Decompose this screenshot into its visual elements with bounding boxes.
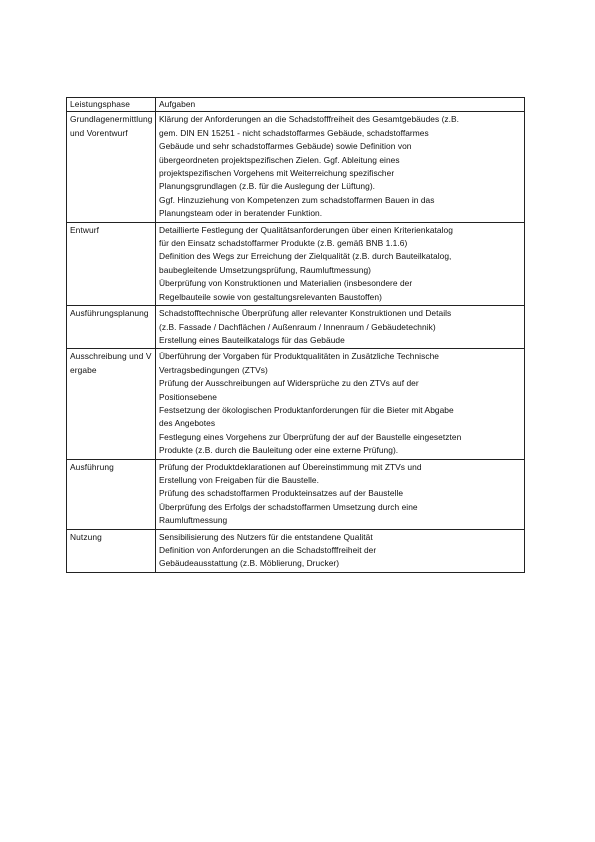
phase-task-table: [66, 97, 525, 573]
task-line: gem. DIN EN 15251 - nicht schadstoffarmes Gebäude, schadstoffarmes: [159, 127, 429, 138]
task-line: Definition von Anforderungen an die Schadstofffreiheit der: [159, 545, 377, 555]
task-line: Erstellung von Freigaben für die Baustelle.: [159, 474, 319, 485]
tasks-cell: [156, 306, 524, 348]
task-line: Definition des Wegs zur Erreichung der Zielqualität (z.B. durch Bauteilkatalog,: [159, 251, 452, 262]
task-line: Überprüfung des Erfolgs der schadstoffarmen Umsetzung durch eine: [159, 501, 418, 512]
phase-cell: Grundlagenermittlung und Vorentwurf: [67, 112, 156, 221]
task-line: Prüfung der Ausschreibungen auf Widersprüche zu den ZTVs auf der: [159, 378, 419, 389]
task-line: Planungsteam oder in beratender Funktion.: [159, 208, 323, 219]
task-line: baubegleitende Umsetzungsprüfung, Raumluftmessung): [159, 264, 371, 275]
task-line: Produkte (z.B. durch die Bauleitung oder eine externe Prüfung).: [159, 445, 399, 456]
task-line: Sensibilisierung des Nutzers für die entstandene Qualität: [159, 531, 373, 542]
task-line: Vertragsbedingungen (ZTVs): [159, 364, 268, 375]
task-line: Planungsgrundlagen (z.B. für die Auslegung der Lüftung).: [159, 181, 376, 192]
task-line: Schadstofftechnische Überprüfung aller relevanter Konstruktionen und Details: [159, 308, 452, 319]
task-line: projektspezifischen Vorgehens mit Weiterreichung spezifischer: [159, 168, 395, 179]
task-line: für den Einsatz schadstoffarmer Produkte (z.B. gemäß BNB 1.1.6): [159, 238, 408, 249]
task-line: Überführung der Vorgaben für Produktqualitäten in Zusätzliche Technische: [159, 351, 439, 362]
table-row: [67, 305, 524, 348]
task-line: des Angebotes: [159, 418, 216, 429]
table-row: [67, 348, 524, 458]
tasks-cell: [156, 530, 524, 572]
phase-cell: Ausführung: [67, 460, 156, 529]
tasks-cell: [156, 223, 524, 305]
task-line: Regelbauteile sowie von gestaltungsrelevanten Baustoffen): [159, 291, 382, 302]
table-row: [67, 459, 524, 529]
task-line: Positionsebene: [159, 391, 217, 402]
table-header-row: [67, 98, 524, 111]
phase-cell: Nutzung: [67, 530, 156, 572]
task-line: Prüfung des schadstoffarmen Produkteinsatzes auf der Baustelle: [159, 488, 404, 499]
table-row: [67, 529, 524, 572]
task-line: Ggf. Hinzuziehung von Kompetenzen zum schadstoffarmen Bauen in das: [159, 194, 435, 205]
task-line: Gebäudeausstattung (z.B. Möblierung, Drucker): [159, 558, 340, 569]
header-phase: Leistungsphase: [67, 98, 156, 111]
tasks-cell: [156, 460, 524, 529]
task-line: Gebäude und sehr schadstoffarmes Gebäude) sowie Definition von: [159, 141, 412, 152]
task-line: Klärung der Anforderungen an die Schadstofffreiheit des Gesamtgebäudes (z.B.: [159, 114, 460, 125]
task-line: übergeordneten projektspezifischen Zielen. Ggf. Ableitung eines: [159, 154, 400, 165]
tasks-cell: [156, 349, 524, 458]
phase-cell: Ausführungsplanung: [67, 306, 156, 348]
task-line: Detaillierte Festlegung der Qualitätsanforderungen über einen Kriterienkatalog: [159, 224, 453, 235]
phase-cell: Ausschreibung und Vergabe: [67, 349, 156, 458]
task-line: Festsetzung der ökologischen Produktanforderungen für die Bieter mit Abgabe: [159, 404, 454, 415]
table-row: [67, 222, 524, 305]
task-line: Prüfung der Produktdeklarationen auf Übereinstimmung mit ZTVs und: [159, 461, 422, 472]
task-line: Raumluftmessung: [159, 515, 228, 526]
task-line: Erstellung eines Bauteilkatalogs für das Gebäude: [159, 334, 345, 345]
table-row: [67, 111, 524, 221]
task-line: Festlegung eines Vorgehens zur Überprüfung der auf der Baustelle eingesetzten: [159, 431, 462, 442]
header-tasks: Aufgaben: [159, 99, 196, 109]
task-line: Überprüfung von Konstruktionen und Materialien (insbesondere der: [159, 278, 413, 289]
tasks-cell: [156, 112, 524, 221]
task-line: (z.B. Fassade / Dachflächen / Außenraum / Innenraum / Gebäudetechnik): [159, 321, 436, 332]
phase-cell: Entwurf: [67, 223, 156, 305]
